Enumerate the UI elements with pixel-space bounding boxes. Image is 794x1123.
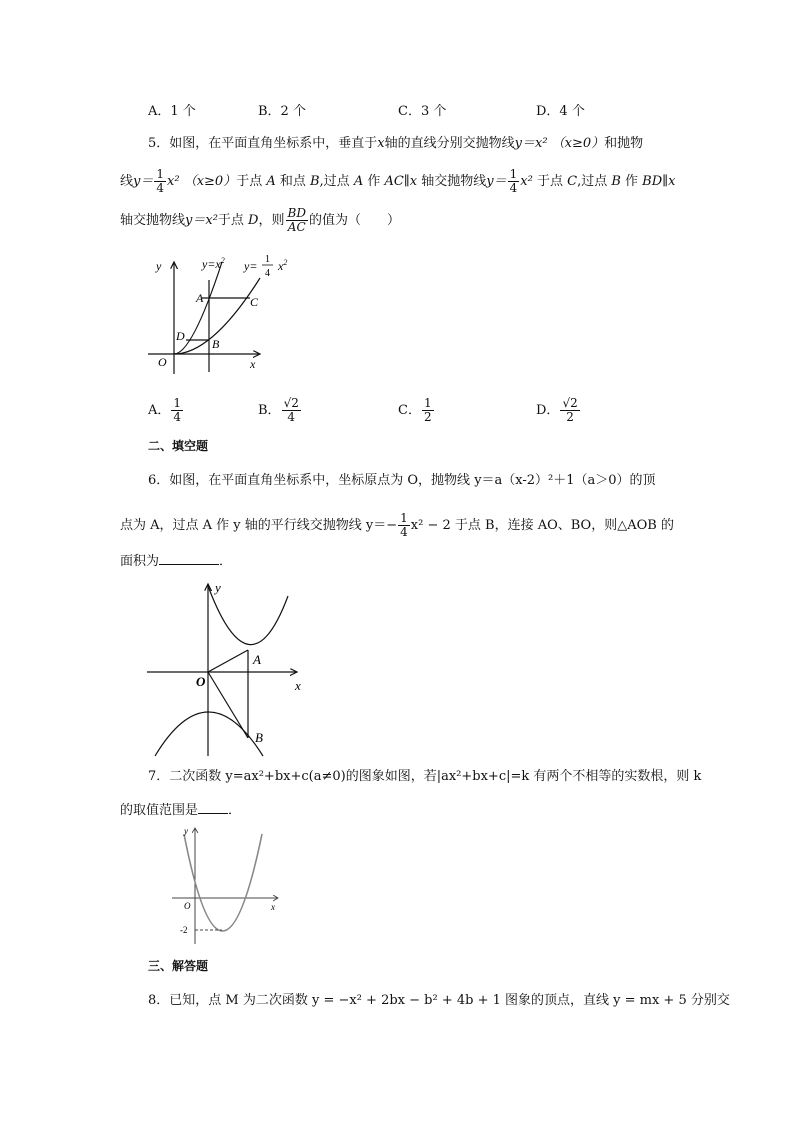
answer-blank <box>198 801 228 814</box>
q6-figure <box>145 578 315 760</box>
q4-option-b: B．2 个 <box>258 104 306 119</box>
label-o: O <box>158 355 167 369</box>
label-minus-two: -2 <box>180 925 188 935</box>
label-x: x <box>271 902 275 912</box>
label-d: D <box>176 329 185 343</box>
label-o: O <box>184 901 191 911</box>
q6-line-2: 点为 A，过点 A 作 y 轴的平行线交抛物线 y＝− $\frac{1}{4}$ x² − 2 于点 B，连接 AO、BO，则△AOB 的 <box>120 511 674 539</box>
section-answer-heading: 三、解答题 <box>148 959 209 973</box>
q6-line-1: 6．如图，在平面直角坐标系中，坐标原点为 O，抛物线 y＝a（x-2）²＋1（a＞0）的顶 <box>148 473 656 488</box>
label-a: A <box>253 652 261 667</box>
q8-line-1: 8．已知，点 M 为二次函数 y = −x² + 2bx − b² + 4b + 1 图象的顶点，直线 y = mx + 5 分别交 <box>148 993 730 1008</box>
q5-figure <box>140 250 300 380</box>
label-x2: $x^2$ <box>278 258 288 273</box>
q4-option-a: A．1 个 <box>148 104 196 119</box>
label-y-quarter: y= <box>244 259 258 273</box>
fraction-quarter-2: $\frac{1}{4}$ <box>509 167 518 195</box>
q5-option-c: C． $\frac{1}{2}$ <box>398 396 432 424</box>
label-y-x2: $y=x^2$ <box>202 256 225 271</box>
label-b: B <box>212 337 220 351</box>
q5-line-1: 5．如图，在平面直角坐标系中，垂直于x轴的直线分别交抛物线y＝x² （x≥0）和抛物 <box>148 136 644 151</box>
label-o: O <box>196 674 206 689</box>
q5-line-2: 线y＝ $\frac{1}{4}$ x² （x≥0）于点 A 和点 B,过点 A 作 AC∥x 轴交抛物线y＝ $\frac{1}{4}$ x² 于点 C,过点 B 作 BD∥x <box>120 167 676 195</box>
section-fill-in-heading: 二、填空题 <box>148 439 209 453</box>
parabola <box>184 834 262 931</box>
q5-line-3: 轴交抛物线y＝x²于点 D，则 $\frac{BD}{AC}$ 的值为（ ） <box>120 206 400 234</box>
label-y: y <box>184 826 188 836</box>
label-x: x <box>295 678 301 693</box>
segment-oa <box>208 650 248 672</box>
q5-option-b: B． $\frac{√2}{4}$ <box>258 396 299 424</box>
label-x: x <box>250 357 256 371</box>
answer-blank <box>159 552 219 565</box>
label-y: y <box>215 580 221 595</box>
label-one: 1 <box>265 254 270 265</box>
q4-option-d: D．4 个 <box>536 104 585 119</box>
label-a: A <box>196 291 204 305</box>
q4-option-c: C．3 个 <box>398 104 447 119</box>
fraction-bd-ac: $\frac{BD}{AC}$ <box>287 206 306 234</box>
segment-ob <box>208 672 248 738</box>
q7-line-2: 的取值范围是 ． <box>120 803 242 818</box>
q7-figure <box>170 824 285 948</box>
q5-option-d: D． $\frac{√2}{2}$ <box>536 396 578 424</box>
label-four: 4 <box>265 268 270 279</box>
q5-option-a: A． $\frac{1}{4}$ <box>148 396 182 424</box>
label-c: C <box>250 295 259 309</box>
q6-line-3: 面积为 ． <box>120 554 233 569</box>
lower-parabola <box>155 712 263 756</box>
q7-line-1: 7．二次函数 y=ax²+bx+c(a≠0)的图象如图，若|ax²+bx+c|=k 有两个不相等的实数根，则 k <box>148 769 702 784</box>
label-y: y <box>156 259 162 273</box>
label-b: B <box>255 730 263 745</box>
fraction-quarter: $\frac{1}{4}$ <box>156 167 165 195</box>
